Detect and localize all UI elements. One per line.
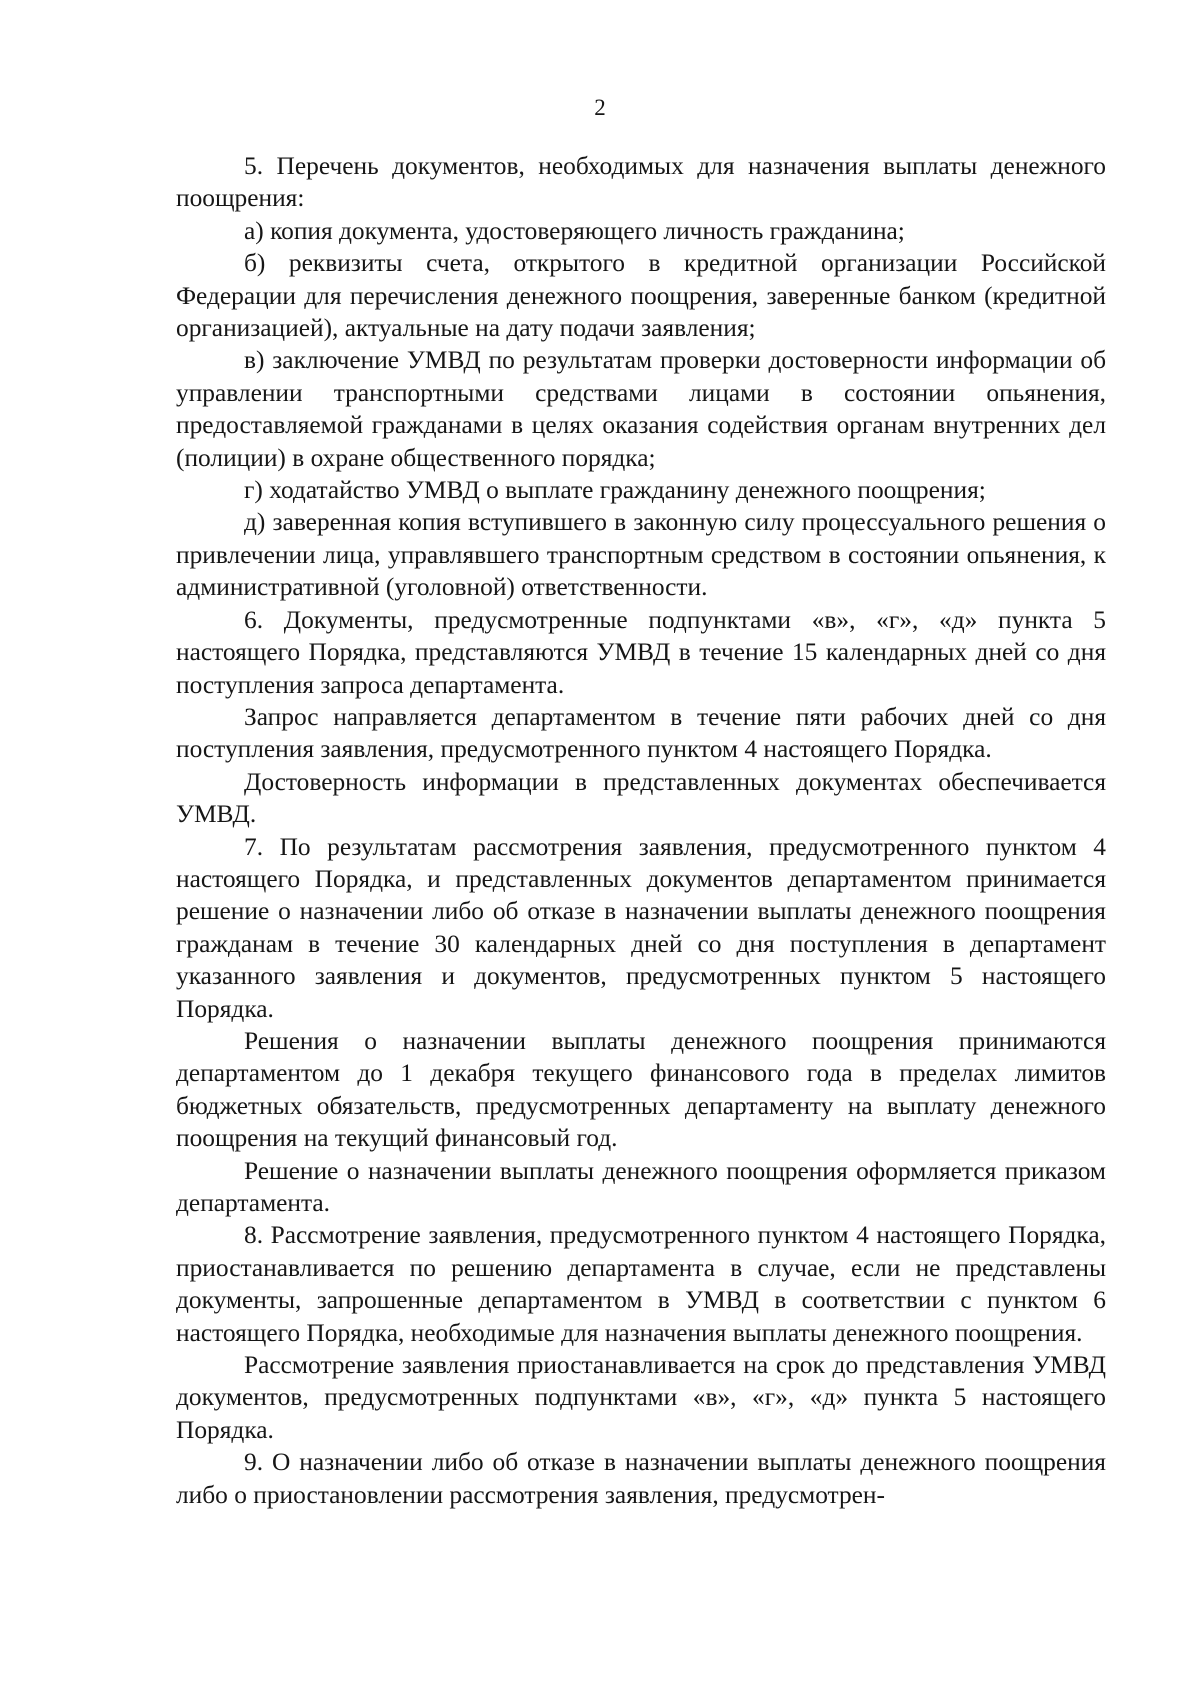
paragraph-reliability: Достоверность информации в представленных документах обеспечивается УМВД. [176,767,1106,829]
paragraph-subitem-a: а) копия документа, удостоверяющего личность гражданина; [244,216,905,245]
paragraph-subitem-v: в) заключение УМВД по результатам проверки достоверности информации об управлении транспортными средствами лицами в состоянии опьянения, предоставляемой гражданами в целях оказания содействия органам внутренних дел (полиции) в охране общественного порядка; [176,346,1106,472]
paragraph-item-5-heading: 5. Перечень документов, необходимых для назначения выплаты денежного поощрения: [176,152,1106,213]
paragraph-item-7: 7. По результатам рассмотрения заявления, предусмотренного пунктом 4 настоящего Порядка, и представленных документов департаментом принимается решение о назначении либо об отказе в назначении выплаты денежного поощрения гражданам в течение 30 календарных дней со дня поступления в департамент указанного заявления и документов, предусмотренных пунктом 5 настоящего Порядка. [176,832,1106,1023]
paragraph-subitem-g: г) ходатайство УМВД о выплате гражданину денежного поощрения; [244,476,986,505]
page-number: 2 [594,95,606,120]
paragraph-item-9: 9. О назначении либо об отказе в назначении выплаты денежного поощрения либо о приостановлении рассмотрения заявления, предусмотрен- [176,1448,1106,1509]
paragraph-item-8: 8. Рассмотрение заявления, предусмотренного пунктом 4 настоящего Порядка, приостанавливается по решению департамента в случае, если не представлены документы, запрошенные департаментом в УМВД в соответствии с пунктом 6 настоящего Порядка, необходимые для назначения выплаты денежного поощрения. [176,1221,1106,1347]
document-body [176,150,1106,1511]
paragraph-request-timing: Запрос направляется департаментом в течение пяти рабочих дней со дня поступления заявления, предусмотренного пунктом 4 настоящего Порядка. [176,702,1106,764]
paragraph-decision-deadline: Решения о назначении выплаты денежного поощрения принимаются департаментом до 1 декабря текущего финансового года в пределах лимитов бюджетных обязательств, предусмотренных департаменту на выплату денежного поощрения на текущий финансовый год. [176,1026,1106,1153]
paragraph-item-6: 6. Документы, предусмотренные подпунктами «в», «г», «д» пункта 5 настоящего Порядка, представляются УМВД в течение 15 календарных дней со дня поступления запроса департамента. [176,605,1106,699]
paragraph-decision-order: Решение о назначении выплаты денежного поощрения оформляется приказом департамента. [176,1156,1106,1217]
paragraph-suspension-term: Рассмотрение заявления приостанавливается на срок до представления УМВД документов, предусмотренных подпунктами «в», «г», «д» пункта 5 настоящего Порядка. [176,1351,1106,1444]
paragraph-subitem-d: д) заверенная копия вступившего в законную силу процессуального решения о привлечении лица, управлявшего транспортным средством в состоянии опьянения, к административной (уголовной) ответственности. [176,508,1106,602]
paragraph-subitem-b: б) реквизиты счета, открытого в кредитной организации Российской Федерации для перечисления денежного поощрения, заверенные банком (кредитной организацией), актуальные на дату подачи заявления; [176,249,1106,343]
